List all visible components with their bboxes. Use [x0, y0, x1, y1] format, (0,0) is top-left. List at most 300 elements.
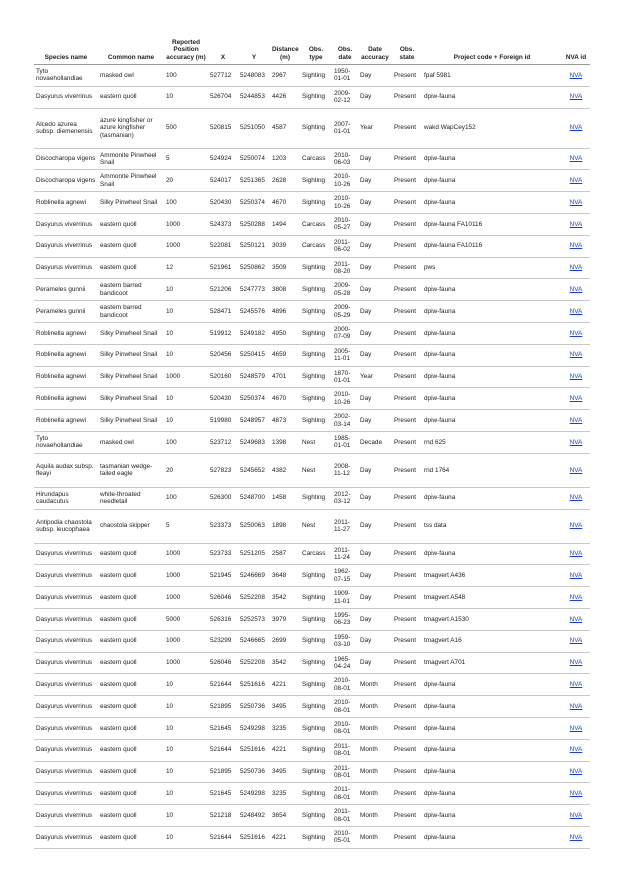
cell-common-name: eastern quoll	[98, 739, 164, 761]
cell-project-code: rnd 1764	[422, 453, 562, 487]
table-body	[34, 65, 590, 849]
cell-species: Aquila audax subsp. fleayi	[34, 453, 98, 487]
cell-y: 5248957	[238, 410, 270, 432]
cell-obs-type: Sighting	[300, 630, 332, 652]
nva-link[interactable]: NVA	[569, 494, 583, 502]
cell-x: 521961	[208, 257, 238, 279]
table-row	[34, 257, 590, 279]
header-project: Project code + Foreign id	[422, 28, 562, 65]
cell-date-accuracy: Day	[358, 509, 392, 543]
cell-date-accuracy: Month	[358, 674, 392, 696]
cell-date-accuracy: Month	[358, 826, 392, 848]
cell-species: Dasyurus viverrinus	[34, 565, 98, 587]
cell-date-accuracy: Day	[358, 410, 392, 432]
nva-link[interactable]: NVA	[569, 286, 583, 294]
nva-link[interactable]: NVA	[569, 572, 583, 580]
cell-date-accuracy: Day	[358, 543, 392, 565]
cell-distance: 4896	[270, 301, 300, 323]
cell-accuracy: 10	[164, 696, 208, 718]
cell-obs-state: Present	[392, 543, 422, 565]
cell-accuracy: 10	[164, 805, 208, 827]
cell-obs-date: 2010-08-01	[332, 674, 358, 696]
cell-obs-type: Carcass	[300, 543, 332, 565]
cell-obs-state: Present	[392, 344, 422, 366]
cell-obs-date: 2010-05-01	[332, 826, 358, 848]
cell-distance: 3039	[270, 235, 300, 257]
cell-nva-link	[562, 565, 590, 587]
nva-link[interactable]: NVA	[569, 768, 583, 776]
cell-y: 5252208	[238, 587, 270, 609]
cell-obs-type: Sighting	[300, 322, 332, 344]
cell-obs-state: Present	[392, 65, 422, 87]
cell-y: 5252208	[238, 652, 270, 674]
cell-y: 5251616	[238, 674, 270, 696]
cell-obs-date: 1950-01-01	[332, 65, 358, 87]
header-date-accuracy: Date accuracy	[358, 28, 392, 65]
cell-obs-date: 2005-11-01	[332, 344, 358, 366]
cell-y: 5250288	[238, 213, 270, 235]
nva-link[interactable]: NVA	[569, 198, 583, 206]
cell-nva-link	[562, 366, 590, 388]
nva-link[interactable]: NVA	[569, 373, 583, 381]
cell-obs-date: 2011-08-01	[332, 761, 358, 783]
cell-project-code: dpiw-fauna	[422, 783, 562, 805]
cell-obs-state: Present	[392, 761, 422, 783]
table-row	[34, 86, 590, 108]
cell-accuracy: 10	[164, 388, 208, 410]
cell-project-code: dpiw-fauna	[422, 826, 562, 848]
nva-link[interactable]: NVA	[569, 155, 583, 163]
cell-obs-type: Sighting	[300, 170, 332, 192]
cell-common-name: eastern quoll	[98, 213, 164, 235]
cell-y: 5250074	[238, 148, 270, 170]
cell-date-accuracy: Month	[358, 696, 392, 718]
nva-link[interactable]: NVA	[569, 746, 583, 754]
cell-accuracy: 1000	[164, 543, 208, 565]
cell-obs-type: Nest	[300, 509, 332, 543]
cell-obs-type: Sighting	[300, 344, 332, 366]
cell-species: Dasyurus viverrinus	[34, 630, 98, 652]
cell-accuracy: 1000	[164, 652, 208, 674]
cell-nva-link	[562, 630, 590, 652]
cell-obs-date: 2010-05-27	[332, 213, 358, 235]
cell-project-code: rnd 625	[422, 431, 562, 453]
cell-obs-state: Present	[392, 783, 422, 805]
cell-obs-type: Carcass	[300, 213, 332, 235]
cell-accuracy: 1000	[164, 235, 208, 257]
cell-species: Roblinella agnewi	[34, 410, 98, 432]
cell-obs-type: Sighting	[300, 696, 332, 718]
nva-link[interactable]: NVA	[569, 220, 583, 228]
cell-accuracy: 10	[164, 761, 208, 783]
cell-project-code: dpiw-fauna	[422, 805, 562, 827]
cell-obs-date: 2009-02-12	[332, 86, 358, 108]
cell-y: 5245576	[238, 301, 270, 323]
nva-link[interactable]: NVA	[569, 790, 583, 797]
cell-obs-date: 2010-10-26	[332, 192, 358, 214]
cell-obs-state: Present	[392, 148, 422, 170]
cell-project-code: dpiw-fauna	[422, 148, 562, 170]
nva-link[interactable]: NVA	[569, 833, 583, 841]
cell-project-code: dpiw-fauna	[422, 279, 562, 301]
cell-distance: 1494	[270, 213, 300, 235]
cell-x: 521645	[208, 783, 238, 805]
cell-accuracy: 1000	[164, 213, 208, 235]
cell-distance: 3509	[270, 257, 300, 279]
cell-common-name: eastern quoll	[98, 235, 164, 257]
cell-date-accuracy: Month	[358, 805, 392, 827]
table-row	[34, 235, 590, 257]
header-obs-state: Obs. state	[392, 28, 422, 65]
cell-distance: 3979	[270, 608, 300, 630]
cell-obs-date: 2011-08-01	[332, 739, 358, 761]
cell-distance: 3648	[270, 565, 300, 587]
cell-obs-state: Present	[392, 86, 422, 108]
cell-species: Roblinella agnewi	[34, 192, 98, 214]
cell-x: 526316	[208, 608, 238, 630]
cell-date-accuracy: Day	[358, 213, 392, 235]
cell-distance: 2587	[270, 543, 300, 565]
cell-obs-date: 1995-06-23	[332, 608, 358, 630]
cell-date-accuracy: Decade	[358, 431, 392, 453]
cell-obs-state: Present	[392, 170, 422, 192]
cell-distance: 4950	[270, 322, 300, 344]
cell-nva-link	[562, 301, 590, 323]
cell-distance: 1458	[270, 487, 300, 509]
cell-common-name: eastern quoll	[98, 783, 164, 805]
cell-x: 523733	[208, 543, 238, 565]
cell-distance: 3235	[270, 717, 300, 739]
cell-x: 520160	[208, 366, 238, 388]
table-row	[34, 170, 590, 192]
cell-common-name: masked owl	[98, 431, 164, 453]
nva-link[interactable]: NVA	[569, 593, 583, 601]
cell-x: 520456	[208, 344, 238, 366]
cell-project-code: dpiw-fauna	[422, 170, 562, 192]
cell-accuracy: 10	[164, 674, 208, 696]
cell-x: 520430	[208, 192, 238, 214]
cell-accuracy: 5	[164, 509, 208, 543]
cell-obs-type: Sighting	[300, 279, 332, 301]
cell-nva-link	[562, 652, 590, 674]
table-row	[34, 453, 590, 487]
nva-link[interactable]: NVA	[569, 395, 583, 403]
cell-accuracy: 20	[164, 453, 208, 487]
nva-link[interactable]: NVA	[569, 71, 583, 79]
header-common-name: Common name	[98, 28, 164, 65]
cell-date-accuracy: Day	[358, 301, 392, 323]
cell-obs-type: Sighting	[300, 108, 332, 148]
cell-species: Dasyurus viverrinus	[34, 783, 98, 805]
cell-x: 521644	[208, 826, 238, 848]
cell-nva-link	[562, 192, 590, 214]
cell-date-accuracy: Year	[358, 366, 392, 388]
cell-common-name: Silky Pinwheel Snail	[98, 388, 164, 410]
cell-obs-date: 2011-11-24	[332, 543, 358, 565]
cell-nva-link	[562, 65, 590, 87]
cell-obs-state: Present	[392, 608, 422, 630]
cell-species: Alcedo azurea subsp. diemenensis	[34, 108, 98, 148]
cell-x: 524017	[208, 170, 238, 192]
table-row	[34, 761, 590, 783]
cell-obs-type: Sighting	[300, 366, 332, 388]
nva-link[interactable]: NVA	[569, 329, 583, 337]
cell-obs-type: Sighting	[300, 739, 332, 761]
cell-species: Discocharopa vigens	[34, 170, 98, 192]
cell-distance: 3808	[270, 279, 300, 301]
cell-y: 5248492	[238, 805, 270, 827]
cell-y: 5250374	[238, 388, 270, 410]
cell-species: Tyto novaehollandiae	[34, 65, 98, 87]
nva-link[interactable]: NVA	[569, 264, 583, 272]
cell-obs-state: Present	[392, 652, 422, 674]
cell-common-name: azure kingfisher or azure kingfisher (tasmanian)	[98, 108, 164, 148]
cell-common-name: chaostola skipper	[98, 509, 164, 543]
cell-distance: 4701	[270, 366, 300, 388]
cell-date-accuracy: Day	[358, 587, 392, 609]
cell-obs-date: 2010-08-01	[332, 717, 358, 739]
cell-nva-link	[562, 587, 590, 609]
cell-accuracy: 12	[164, 257, 208, 279]
cell-obs-type: Sighting	[300, 487, 332, 509]
cell-distance: 3542	[270, 587, 300, 609]
cell-accuracy: 500	[164, 108, 208, 148]
cell-obs-type: Sighting	[300, 652, 332, 674]
cell-obs-type: Sighting	[300, 805, 332, 827]
cell-project-code: tmagvert A548	[422, 587, 562, 609]
cell-date-accuracy: Day	[358, 652, 392, 674]
nva-link[interactable]: NVA	[569, 637, 583, 645]
cell-x: 522081	[208, 235, 238, 257]
cell-species: Dasyurus viverrinus	[34, 805, 98, 827]
header-y: Y	[238, 28, 270, 65]
table-row	[34, 279, 590, 301]
cell-obs-type: Sighting	[300, 608, 332, 630]
cell-project-code: dpiw-fauna	[422, 696, 562, 718]
cell-distance: 4670	[270, 388, 300, 410]
cell-date-accuracy: Day	[358, 170, 392, 192]
cell-nva-link	[562, 783, 590, 805]
cell-project-code: dpiw-fauna FA10116	[422, 235, 562, 257]
cell-species: Antipodia chaostola subsp. leucophaea	[34, 509, 98, 543]
cell-date-accuracy: Year	[358, 108, 392, 148]
cell-project-code: dpiw-fauna FA10116	[422, 213, 562, 235]
cell-distance: 1898	[270, 509, 300, 543]
cell-distance: 4221	[270, 674, 300, 696]
cell-accuracy: 10	[164, 322, 208, 344]
cell-date-accuracy: Day	[358, 148, 392, 170]
header-x: X	[208, 28, 238, 65]
cell-y: 5250736	[238, 696, 270, 718]
cell-distance: 4382	[270, 453, 300, 487]
cell-obs-type: Sighting	[300, 717, 332, 739]
header-obs-type: Obs. type	[300, 28, 332, 65]
cell-y: 5251205	[238, 543, 270, 565]
cell-distance: 4221	[270, 739, 300, 761]
header-nva-id: NVA id	[562, 28, 590, 65]
table-row	[34, 696, 590, 718]
nva-link[interactable]: NVA	[569, 659, 583, 667]
cell-species: Roblinella agnewi	[34, 388, 98, 410]
cell-species: Dasyurus viverrinus	[34, 739, 98, 761]
cell-accuracy: 5	[164, 148, 208, 170]
cell-obs-type: Nest	[300, 431, 332, 453]
cell-y: 5246669	[238, 565, 270, 587]
table-row	[34, 322, 590, 344]
cell-y: 5249182	[238, 322, 270, 344]
cell-obs-date: 2010-10-26	[332, 388, 358, 410]
cell-accuracy: 10	[164, 783, 208, 805]
cell-distance: 1203	[270, 148, 300, 170]
cell-nva-link	[562, 431, 590, 453]
cell-nva-link	[562, 279, 590, 301]
cell-y: 5247773	[238, 279, 270, 301]
cell-common-name: eastern quoll	[98, 826, 164, 848]
nva-link[interactable]: NVA	[569, 550, 583, 558]
cell-project-code: dpiw-fauna	[422, 366, 562, 388]
cell-obs-state: Present	[392, 192, 422, 214]
nva-link[interactable]: NVA	[569, 416, 583, 424]
header-obs-date: Obs. date	[332, 28, 358, 65]
cell-species: Perameles gunnii	[34, 301, 98, 323]
cell-nva-link	[562, 410, 590, 432]
cell-obs-state: Present	[392, 301, 422, 323]
cell-obs-date: 2007-01-01	[332, 108, 358, 148]
cell-species: Dasyurus viverrinus	[34, 543, 98, 565]
cell-common-name: eastern quoll	[98, 652, 164, 674]
nva-link[interactable]: NVA	[569, 124, 583, 132]
cell-obs-type: Carcass	[300, 148, 332, 170]
table-row	[34, 108, 590, 148]
cell-accuracy: 100	[164, 192, 208, 214]
cell-accuracy: 100	[164, 431, 208, 453]
cell-date-accuracy: Day	[358, 388, 392, 410]
cell-obs-state: Present	[392, 257, 422, 279]
cell-common-name: tasmanian wedge-tailed eagle	[98, 453, 164, 487]
cell-y: 5248700	[238, 487, 270, 509]
nva-link[interactable]: NVA	[569, 615, 583, 623]
cell-obs-state: Present	[392, 739, 422, 761]
cell-obs-type: Sighting	[300, 761, 332, 783]
cell-species: Dasyurus viverrinus	[34, 213, 98, 235]
cell-x: 521218	[208, 805, 238, 827]
cell-date-accuracy: Day	[358, 86, 392, 108]
cell-y: 5248083	[238, 65, 270, 87]
cell-y: 5251365	[238, 170, 270, 192]
cell-common-name: eastern quoll	[98, 565, 164, 587]
nva-link[interactable]: NVA	[569, 724, 583, 732]
cell-x: 521644	[208, 739, 238, 761]
cell-project-code: tmagvert A16	[422, 630, 562, 652]
cell-accuracy: 10	[164, 717, 208, 739]
cell-common-name: Silky Pinwheel Snail	[98, 322, 164, 344]
cell-y: 5251050	[238, 108, 270, 148]
cell-distance: 3654	[270, 805, 300, 827]
cell-x: 521895	[208, 696, 238, 718]
cell-accuracy: 10	[164, 344, 208, 366]
cell-nva-link	[562, 509, 590, 543]
table-row	[34, 826, 590, 848]
cell-species: Dasyurus viverrinus	[34, 235, 98, 257]
nva-link[interactable]: NVA	[569, 811, 583, 819]
cell-obs-state: Present	[392, 630, 422, 652]
cell-project-code: dpiw-fauna	[422, 487, 562, 509]
nva-link[interactable]: NVA	[569, 466, 583, 474]
cell-date-accuracy: Day	[358, 344, 392, 366]
cell-nva-link	[562, 543, 590, 565]
cell-date-accuracy: Day	[358, 453, 392, 487]
cell-distance: 4426	[270, 86, 300, 108]
nva-link[interactable]: NVA	[569, 307, 583, 315]
cell-obs-date: 1909-11-01	[332, 587, 358, 609]
cell-obs-date: 2011-08-01	[332, 805, 358, 827]
cell-x: 524373	[208, 213, 238, 235]
cell-nva-link	[562, 257, 590, 279]
cell-nva-link	[562, 487, 590, 509]
cell-obs-state: Present	[392, 366, 422, 388]
nva-link[interactable]: NVA	[569, 681, 583, 689]
cell-common-name: white-throated needletail	[98, 487, 164, 509]
cell-accuracy: 10	[164, 279, 208, 301]
cell-x: 523373	[208, 509, 238, 543]
nva-link[interactable]: NVA	[569, 522, 583, 530]
nva-link[interactable]: NVA	[569, 438, 583, 446]
cell-common-name: eastern quoll	[98, 761, 164, 783]
cell-common-name: Silky Pinwheel Snail	[98, 192, 164, 214]
nva-link[interactable]: NVA	[569, 177, 583, 185]
cell-species: Dasyurus viverrinus	[34, 696, 98, 718]
nva-link[interactable]: NVA	[569, 242, 583, 250]
table-row	[34, 739, 590, 761]
cell-date-accuracy: Month	[358, 739, 392, 761]
table-row	[34, 410, 590, 432]
cell-common-name: masked owl	[98, 65, 164, 87]
cell-project-code: dpiw-fauna	[422, 322, 562, 344]
nva-link[interactable]: NVA	[569, 702, 583, 710]
cell-x: 521644	[208, 674, 238, 696]
table-row	[34, 344, 590, 366]
header-accuracy: Reported Position accuracy (m)	[164, 28, 208, 65]
cell-x: 520815	[208, 108, 238, 148]
cell-obs-date: 2002-03-14	[332, 410, 358, 432]
cell-project-code: dpiw-fauna	[422, 674, 562, 696]
cell-nva-link	[562, 344, 590, 366]
cell-distance: 4221	[270, 826, 300, 848]
table-row	[34, 608, 590, 630]
nva-link[interactable]: NVA	[569, 351, 583, 359]
cell-obs-date: 2009-05-29	[332, 301, 358, 323]
cell-x: 520430	[208, 388, 238, 410]
cell-obs-state: Present	[392, 108, 422, 148]
cell-project-code: dpiw-fauna	[422, 388, 562, 410]
cell-common-name: eastern barred bandicoot	[98, 301, 164, 323]
cell-date-accuracy: Day	[358, 630, 392, 652]
cell-obs-type: Sighting	[300, 587, 332, 609]
cell-distance: 4670	[270, 192, 300, 214]
cell-obs-date: 2009-05-28	[332, 279, 358, 301]
cell-species: Dasyurus viverrinus	[34, 257, 98, 279]
cell-obs-type: Sighting	[300, 565, 332, 587]
cell-nva-link	[562, 696, 590, 718]
table-row	[34, 192, 590, 214]
cell-y: 5248579	[238, 366, 270, 388]
table-row	[34, 783, 590, 805]
cell-date-accuracy: Day	[358, 565, 392, 587]
cell-x: 527712	[208, 65, 238, 87]
header-distance: Distance (m)	[270, 28, 300, 65]
nva-link[interactable]: NVA	[569, 93, 583, 101]
cell-x: 524924	[208, 148, 238, 170]
